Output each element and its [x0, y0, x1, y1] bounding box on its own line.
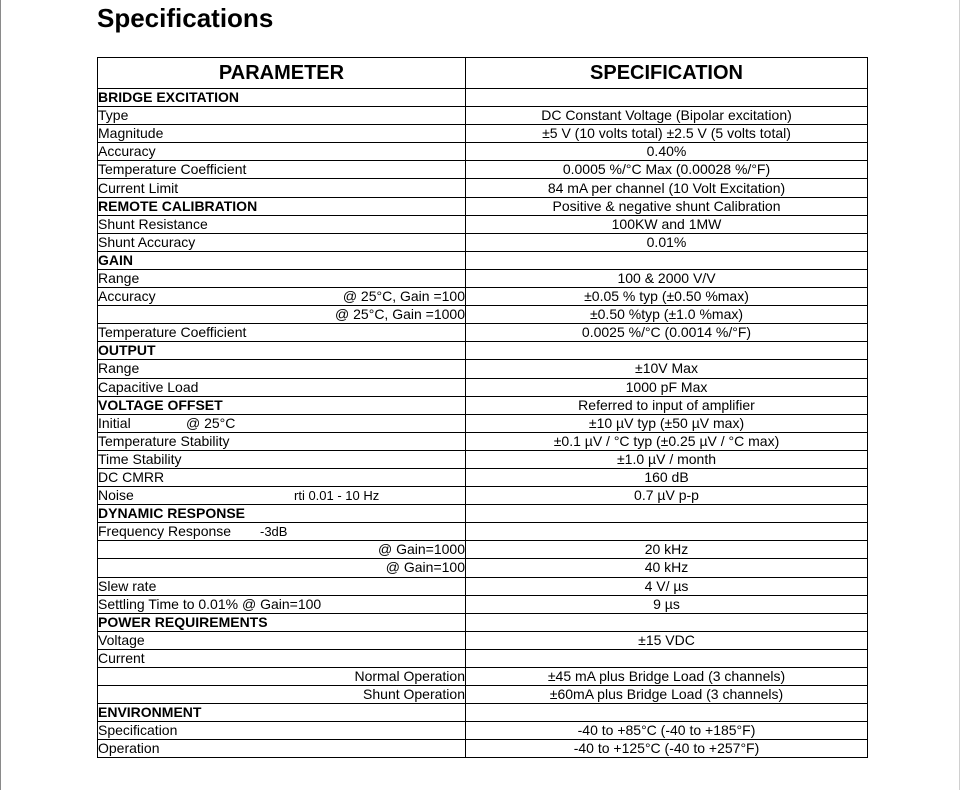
spec-value: 0.0005 %/°C Max (0.00028 %/°F): [466, 161, 868, 179]
param-label: Shunt Resistance: [98, 215, 466, 233]
param-label: Current: [98, 649, 466, 667]
section-heading: REMOTE CALIBRATION: [98, 197, 466, 215]
spec-value: ±0.50 %typ (±1.0 %max): [466, 306, 868, 324]
param-label: Settling Time to 0.01% @ Gain=100: [98, 595, 466, 613]
param-label: Magnitude: [98, 125, 466, 143]
section-heading: OUTPUT: [98, 342, 466, 360]
param-label: Slew rate: [98, 577, 466, 595]
param-cell: [98, 487, 466, 505]
condition-label: -3dB: [260, 524, 288, 540]
spec-value: 100 & 2000 V/V: [466, 269, 868, 287]
section-row: [98, 704, 868, 722]
param-label: Range: [98, 269, 466, 287]
table-row: [98, 595, 868, 613]
section-row: [98, 197, 868, 215]
empty-cell: [466, 704, 868, 722]
param-label: Accuracy: [98, 143, 466, 161]
table-row: [98, 233, 868, 251]
param-label: Shunt Accuracy: [98, 233, 466, 251]
condition-label: @ Gain=100: [98, 559, 466, 577]
table-row: [98, 288, 868, 306]
spec-value: ±10V Max: [466, 360, 868, 378]
table-row: [98, 577, 868, 595]
param-label: Initial: [98, 414, 131, 431]
section-heading: BRIDGE EXCITATION: [98, 89, 466, 107]
empty-cell: [466, 523, 868, 541]
table-row: [98, 414, 868, 432]
page-left-edge: [0, 0, 1, 790]
empty-cell: [466, 251, 868, 269]
table-row: [98, 269, 868, 287]
param-label: Temperature Coefficient: [98, 161, 466, 179]
empty-cell: [466, 342, 868, 360]
param-cell: [98, 414, 466, 432]
spec-value: 84 mA per channel (10 Volt Excitation): [466, 179, 868, 197]
section-row: [98, 251, 868, 269]
condition-label: @ Gain=1000: [98, 541, 466, 559]
param-label: DC CMRR: [98, 468, 466, 486]
spec-value: 0.40%: [466, 143, 868, 161]
param-label: Specification: [98, 722, 466, 740]
spec-value: ±5 V (10 volts total) ±2.5 V (5 volts total): [466, 125, 868, 143]
spec-value: 4 V/ µs: [466, 577, 868, 595]
table-row: [98, 125, 868, 143]
spec-value: -40 to +125°C (-40 to +257°F): [466, 740, 868, 758]
spec-value: ±1.0 µV / month: [466, 450, 868, 468]
param-label: Voltage: [98, 631, 466, 649]
spec-value: ±0.1 µV / °C typ (±0.25 µV / °C max): [466, 432, 868, 450]
spec-value: DC Constant Voltage (Bipolar excitation): [466, 107, 868, 125]
spec-value: 0.7 µV p-p: [466, 487, 868, 505]
param-label: Range: [98, 360, 466, 378]
spec-value: 0.0025 %/°C (0.0014 %/°F): [466, 324, 868, 342]
spec-value: ±15 VDC: [466, 631, 868, 649]
param-cell: [98, 523, 466, 541]
table-row: [98, 722, 868, 740]
condition-label: rti 0.01 - 10 Hz: [294, 488, 380, 504]
spec-value: 100KW and 1MW: [466, 215, 868, 233]
page-title: Specifications: [97, 3, 274, 33]
spec-value: 9 µs: [466, 595, 868, 613]
table-row: [98, 468, 868, 486]
param-label: Capacitive Load: [98, 378, 466, 396]
param-label: Accuracy: [98, 288, 156, 305]
empty-cell: [466, 89, 868, 107]
table-row: [98, 215, 868, 233]
spec-value: Positive & negative shunt Calibration: [466, 197, 868, 215]
empty-cell: [466, 613, 868, 631]
section-row: [98, 342, 868, 360]
section-row: [98, 505, 868, 523]
table-row: [98, 107, 868, 125]
empty-cell: [466, 505, 868, 523]
table-row: [98, 179, 868, 197]
table-row: [98, 631, 868, 649]
table-row: [98, 378, 868, 396]
table-row: [98, 487, 868, 505]
spec-value: ±60mA plus Bridge Load (3 channels): [466, 686, 868, 704]
param-label: Temperature Stability: [98, 432, 466, 450]
param-label: Type: [98, 107, 466, 125]
table-row: [98, 740, 868, 758]
parameter-header: PARAMETER: [98, 58, 466, 89]
section-heading: POWER REQUIREMENTS: [98, 613, 466, 631]
spec-value: 40 kHz: [466, 559, 868, 577]
table-row: [98, 143, 868, 161]
table-row: [98, 360, 868, 378]
table-row: [98, 432, 868, 450]
specification-header: SPECIFICATION: [466, 58, 868, 89]
param-label: Temperature Coefficient: [98, 324, 466, 342]
spec-value: ±0.05 % typ (±0.50 %max): [466, 288, 868, 306]
table-row: [98, 161, 868, 179]
param-label: Noise: [98, 487, 134, 504]
table-row: [98, 541, 868, 559]
empty-cell: [466, 649, 868, 667]
table-row: [98, 450, 868, 468]
section-heading: DYNAMIC RESPONSE: [98, 505, 466, 523]
table-row: [98, 649, 868, 667]
param-label: Operation: [98, 740, 466, 758]
table-row: [98, 324, 868, 342]
spec-value: ±10 µV typ (±50 µV max): [466, 414, 868, 432]
param-label: Frequency Response: [98, 523, 232, 540]
condition-label: @ 25°C, Gain =1000: [98, 306, 466, 324]
spec-value: ±45 mA plus Bridge Load (3 channels): [466, 668, 868, 686]
table-row: [98, 523, 868, 541]
condition-label: @ 25°C: [186, 414, 236, 431]
table-row: [98, 686, 868, 704]
condition-label: @ 25°C, Gain =100: [342, 288, 465, 305]
spec-value: -40 to +85°C (-40 to +185°F): [466, 722, 868, 740]
section-row: [98, 396, 868, 414]
table-row: [98, 668, 868, 686]
section-heading: VOLTAGE OFFSET: [98, 396, 466, 414]
param-label: Current Limit: [98, 179, 466, 197]
table-row: [98, 306, 868, 324]
section-heading: GAIN: [98, 251, 466, 269]
spec-value: 0.01%: [466, 233, 868, 251]
section-row: [98, 613, 868, 631]
param-cell: [98, 288, 466, 306]
spec-value: 1000 pF Max: [466, 378, 868, 396]
spec-value: 20 kHz: [466, 541, 868, 559]
section-heading: ENVIRONMENT: [98, 704, 466, 722]
table-header-row: [98, 58, 868, 89]
spec-value: Referred to input of amplifier: [466, 396, 868, 414]
condition-label: Shunt Operation: [98, 686, 466, 704]
spec-value: 160 dB: [466, 468, 868, 486]
specifications-table: [97, 57, 868, 758]
section-row: [98, 89, 868, 107]
table-row: [98, 559, 868, 577]
condition-label: Normal Operation: [98, 668, 466, 686]
param-label: Time Stability: [98, 450, 466, 468]
